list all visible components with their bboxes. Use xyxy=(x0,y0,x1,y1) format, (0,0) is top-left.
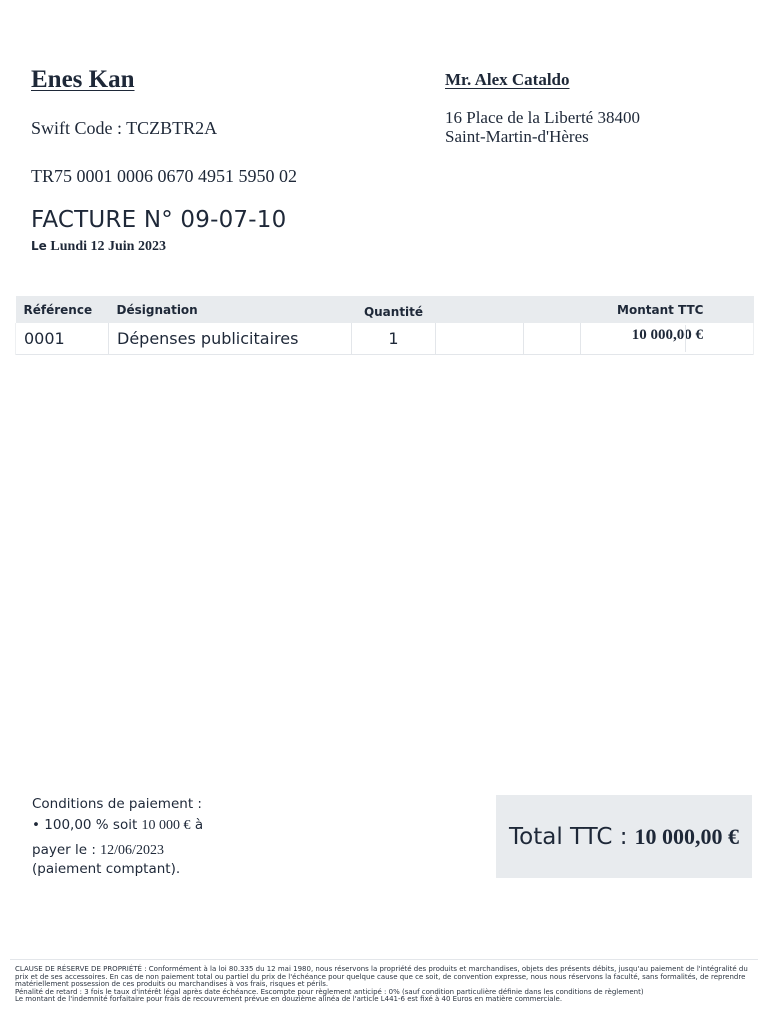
recipient-address xyxy=(445,108,640,146)
iban-number: TR75 0001 0006 0670 4951 5950 02 xyxy=(31,166,298,186)
table-header-row xyxy=(16,296,754,323)
footer-legal-text xyxy=(15,966,757,1004)
footer-recovery-fee: Le montant de l'indemnité forfaitaire pour frais de recouvrement prévue en douzième alinéa de l'article L441-6 est fixé à 40 Euros en matière commerciale. xyxy=(15,995,563,1004)
column-header-quantity: Quantité xyxy=(363,305,424,319)
bullet: • xyxy=(32,817,40,833)
cell-empty-1 xyxy=(436,323,524,354)
payment-due-date: 12/06/2023 xyxy=(100,843,164,858)
payment-terms-line xyxy=(32,816,232,835)
invoice-date xyxy=(31,238,166,255)
payment-due-prefix: payer le : xyxy=(32,842,96,858)
footer-retention-clause: CLAUSE DE RÉSERVE DE PROPRIÉTÉ : Conformément à la loi 80.335 du 12 mai 1980, nous réservons la propriété des produits et marchandises, objets des présents débits, jusqu'au paiement de l'intégralité du prix et de ses accessoires. En cas de non paiement total ou partiel du prix de l'échéance pour quelque cause que ce soit, de convention expresse, nous nous réservons la faculté, sans formalités, de reprendre matériellement possession de ces produits ou marchandises à vos frais, risques et périls. xyxy=(15,965,748,989)
invoice-title: FACTURE N° 09-07-10 xyxy=(31,207,287,233)
invoice-date-prefix: Le xyxy=(31,239,47,253)
invoice-items-table xyxy=(15,296,754,355)
recipient-name: Mr. Alex Cataldo xyxy=(445,70,570,89)
cell-amount: 10 000,00 € xyxy=(581,323,754,354)
column-header-designation: Désignation xyxy=(116,302,198,317)
cell-reference: 0001 xyxy=(16,323,109,354)
swift-code: Swift Code : TCZBTR2A xyxy=(31,118,218,138)
payment-conditions-heading: Conditions de paiement : xyxy=(32,796,202,812)
payment-amount: 10 000 € xyxy=(141,818,191,833)
cell-designation: Dépenses publicitaires xyxy=(109,323,352,354)
column-header-empty-2 xyxy=(524,296,581,323)
payment-due-line xyxy=(32,843,232,858)
column-header-amount: Montant TTC xyxy=(617,302,704,317)
total-box xyxy=(496,795,752,878)
payment-after-amount: à xyxy=(194,817,204,833)
table-row xyxy=(16,323,754,354)
cell-quantity: 1 xyxy=(352,323,436,354)
sender-name: Enes Kan xyxy=(31,66,135,93)
total-label: Total TTC : xyxy=(509,823,628,850)
recipient-address-line2: Saint-Martin-d'Hères xyxy=(445,127,589,146)
payment-note: (paiement comptant). xyxy=(32,861,181,877)
column-header-reference: Référence xyxy=(23,302,93,317)
invoice-date-value: Lundi 12 Juin 2023 xyxy=(50,239,166,254)
column-header-empty-1 xyxy=(436,296,524,323)
footer-divider xyxy=(10,959,758,960)
cell-empty-2 xyxy=(524,323,581,354)
footer-late-penalty: Pénalité de retard : 3 fois le taux d'intérêt légal après date échéance. Escompte pour règlement anticipé : 0% (sauf condition particulière définie dans les conditions de règlement) xyxy=(15,987,644,996)
payment-percent: 100,00 % soit xyxy=(44,817,138,833)
total-value: 10 000,00 € xyxy=(634,823,739,849)
payment-conditions xyxy=(32,795,232,876)
recipient-address-line1: 16 Place de la Liberté 38400 xyxy=(445,108,640,127)
